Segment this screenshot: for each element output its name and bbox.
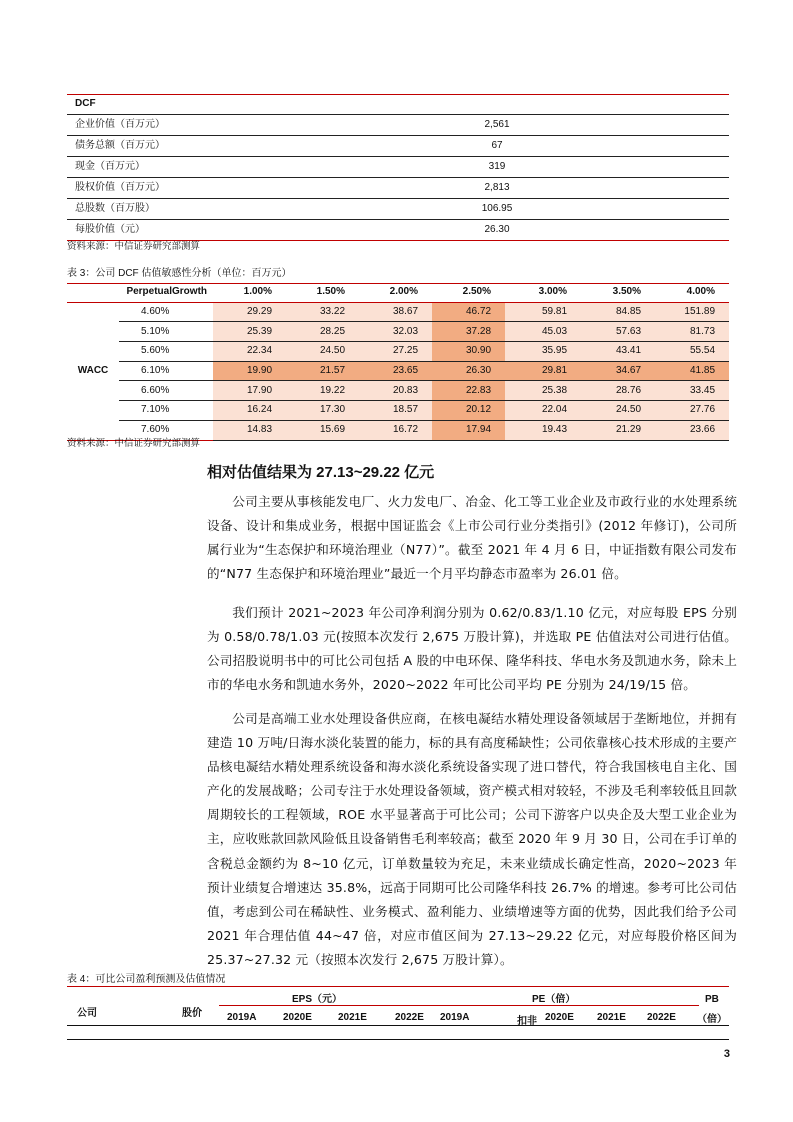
value-cell: 59.81 bbox=[505, 302, 581, 322]
pe-year-header: 2020E bbox=[545, 1012, 574, 1023]
value-cell: 28.25 bbox=[286, 322, 359, 342]
value-cell: 20.12 bbox=[432, 401, 505, 421]
body-paragraph: 公司主要从事核能发电厂、火力发电厂、冶金、化工等工业企业及市政行业的水处理系统设备、设计和集成业务，根据中国证监会《上市公司行业分类指引》(2012 年修订)，公司所属行业为“生态保护和环境治理业（N77）”。截至 2021 年 4 月 6 日，中证指数有限公司发布的“N77 生态保护和环境治理业”最近一个月平均静态市盈率为 26.01 倍。 bbox=[207, 494, 737, 582]
value-cell: 84.85 bbox=[581, 302, 655, 322]
value-cell: 24.50 bbox=[286, 342, 359, 362]
body-paragraph: 我们预计 2021~2023 年公司净利润分别为 0.62/0.83/1.10 亿元，对应每股 EPS 分别为 0.58/0.78/1.03 元(按照本次发行 2,675 万股计算)，并选取 PE 估值法对公司进行估值。公司招股说明书中的可比公司包括 A 股的中电环保、隆华科技、华电水务及凯迪水务，除未上市的华电水务和凯迪水务外，2020~2022 年可比公司平均 PE 分别为 24/19/15 倍。 bbox=[207, 605, 737, 693]
value-cell: 22.83 bbox=[432, 381, 505, 401]
wacc-value: 7.60% bbox=[119, 420, 213, 440]
value-cell: 33.22 bbox=[286, 302, 359, 322]
eps-year-header: 2020E bbox=[283, 1012, 312, 1023]
eps-year-header: 2019A bbox=[227, 1012, 257, 1023]
value-cell: 21.29 bbox=[581, 420, 655, 440]
eps-year-header: 2021E bbox=[338, 1012, 367, 1023]
value-cell: 45.03 bbox=[505, 322, 581, 342]
value-cell: 29.29 bbox=[213, 302, 286, 322]
dcf-row bbox=[67, 178, 729, 199]
dcf-row bbox=[67, 136, 729, 157]
value-cell: 16.24 bbox=[213, 401, 286, 421]
value-cell: 21.57 bbox=[286, 361, 359, 381]
sensitivity-table-caption: 表 3：公司 DCF 估值敏感性分析（单位：百万元） bbox=[67, 268, 292, 279]
value-cell: 33.45 bbox=[655, 381, 729, 401]
value-cell: 19.43 bbox=[505, 420, 581, 440]
sensitivity-row bbox=[67, 401, 729, 421]
value-cell: 25.38 bbox=[505, 381, 581, 401]
eps-group-header: EPS（元） bbox=[292, 994, 343, 1005]
sensitivity-source-note: 资料来源：中信证券研究部测算 bbox=[67, 438, 201, 449]
sensitivity-row bbox=[67, 381, 729, 401]
value-cell: 19.90 bbox=[213, 361, 286, 381]
pe-group-header: PE（倍） bbox=[532, 994, 576, 1005]
dcf-header-row bbox=[67, 94, 729, 115]
pb-unit: （倍） bbox=[697, 1014, 727, 1025]
value-cell: 23.66 bbox=[655, 420, 729, 440]
value-cell: 27.76 bbox=[655, 401, 729, 421]
value-cell: 57.63 bbox=[581, 322, 655, 342]
comparable-table-header-bottom-rule bbox=[67, 1025, 729, 1026]
value-cell: 81.73 bbox=[655, 322, 729, 342]
column-header: 2.50% bbox=[432, 283, 505, 302]
dcf-source-note: 资料来源：中信证券研究部测算 bbox=[67, 241, 201, 252]
wacc-value: 7.10% bbox=[119, 401, 213, 421]
dcf-row-value: 319 bbox=[488, 161, 506, 172]
sensitivity-row bbox=[67, 342, 729, 362]
value-cell: 17.94 bbox=[432, 420, 505, 440]
column-header: 2.00% bbox=[359, 283, 432, 302]
dcf-row-label: 现金（百万元） bbox=[75, 161, 145, 172]
value-cell: 38.67 bbox=[359, 302, 432, 322]
perpetual-growth-header: PerpetualGrowth bbox=[67, 283, 213, 302]
dcf-header: DCF bbox=[75, 98, 96, 109]
dcf-row-value: 67 bbox=[491, 140, 503, 151]
header-group-rule bbox=[219, 1005, 699, 1006]
column-header: 3.00% bbox=[505, 283, 581, 302]
value-cell: 23.65 bbox=[359, 361, 432, 381]
wacc-value: 4.60% bbox=[119, 302, 213, 322]
dcf-row-value: 2,561 bbox=[484, 119, 510, 130]
value-cell: 15.69 bbox=[286, 420, 359, 440]
body-paragraph: 公司是高端工业水处理设备供应商，在核电凝结水精处理设备领域居于垄断地位，并拥有建造 10 万吨/日海水淡化装置的能力，标的具有高度稀缺性；公司依靠核心技术形成的主要产品核电凝结水精处理系统设备和海水淡化系统设备实现了进口替代，符合我国核电自主化、国产化的发展战略；公司专注于水处理设备领域，资产模式相对较轻，不涉及毛利率较低且回款周期较长的工程领域，ROE 水平显著高于可比公司；公司下游客户以央企及大型工业企业为主，应收账款回款风险低且设备销售毛利率较高；截至 2020 年 9 月 30 日，公司在手订单的含税总金额约为 8~10 亿元，订单数量较为充足，未来业绩成长确定性高，2020~2023 年预计业绩复合增速达 35.8%，远高于同期可比公司隆华科技 26.7% 的增速。参考可比公司估值，考虑到公司在稀缺性、业务模式、盈利能力、业绩增速等方面的优势，因此我们给予公司 2021 年合理估值 44~47 倍，对应市值区间为 27.13~29.22 亿元，对应每股价格区间为 25.37~27.32 元（按照本次发行 2,675 万股计算）。 bbox=[207, 711, 737, 967]
value-cell: 19.22 bbox=[286, 381, 359, 401]
comparable-table-row-rule bbox=[67, 1039, 729, 1040]
value-cell: 14.83 bbox=[213, 420, 286, 440]
wacc-value: 5.60% bbox=[119, 342, 213, 362]
value-cell: 22.04 bbox=[505, 401, 581, 421]
sensitivity-row bbox=[67, 322, 729, 342]
comparable-table-top-rule bbox=[67, 986, 729, 987]
pe-year-header: 扣非 bbox=[517, 1016, 537, 1027]
value-cell: 20.83 bbox=[359, 381, 432, 401]
value-cell: 16.72 bbox=[359, 420, 432, 440]
column-header: 1.00% bbox=[213, 283, 286, 302]
dcf-row bbox=[67, 199, 729, 220]
wacc-value: 5.10% bbox=[119, 322, 213, 342]
value-cell: 34.67 bbox=[581, 361, 655, 381]
dcf-row-label: 债务总额（百万元） bbox=[75, 140, 165, 151]
pe-year-header: 2019A bbox=[440, 1012, 470, 1023]
value-cell: 22.34 bbox=[213, 342, 286, 362]
dcf-row-value: 26.30 bbox=[484, 224, 510, 235]
value-cell: 17.30 bbox=[286, 401, 359, 421]
dcf-row-value: 106.95 bbox=[481, 203, 513, 214]
comparable-table-caption: 表 4：可比公司盈利预测及估值情况 bbox=[67, 974, 226, 985]
value-cell: 55.54 bbox=[655, 342, 729, 362]
dcf-row-label: 股权价值（百万元） bbox=[75, 182, 165, 193]
wacc-label: WACC bbox=[67, 302, 119, 440]
value-cell: 151.89 bbox=[655, 302, 729, 322]
dcf-table bbox=[67, 94, 729, 241]
dcf-row-label: 每股价值（元） bbox=[75, 224, 145, 235]
value-cell: 25.39 bbox=[213, 322, 286, 342]
section-heading: 相对估值结果为 27.13~29.22 亿元 bbox=[207, 464, 435, 481]
value-cell: 43.41 bbox=[581, 342, 655, 362]
dcf-row-value: 2,813 bbox=[484, 182, 510, 193]
page-number: 3 bbox=[723, 1048, 730, 1060]
pb-column-header: PB bbox=[705, 994, 719, 1005]
value-cell: 30.90 bbox=[432, 342, 505, 362]
value-cell: 32.03 bbox=[359, 322, 432, 342]
value-cell: 27.25 bbox=[359, 342, 432, 362]
sensitivity-row-highlighted bbox=[67, 361, 729, 381]
sensitivity-row bbox=[67, 302, 729, 322]
column-header: 4.00% bbox=[655, 283, 729, 302]
eps-year-header: 2022E bbox=[395, 1012, 424, 1023]
value-cell: 18.57 bbox=[359, 401, 432, 421]
value-cell: 35.95 bbox=[505, 342, 581, 362]
pe-year-header: 2022E bbox=[647, 1012, 676, 1023]
value-cell: 17.90 bbox=[213, 381, 286, 401]
sensitivity-header-row bbox=[67, 283, 729, 302]
price-column-header: 股价 bbox=[182, 1008, 202, 1019]
column-header: 1.50% bbox=[286, 283, 359, 302]
dcf-row-label: 企业价值（百万元） bbox=[75, 119, 165, 130]
pe-year-header: 2021E bbox=[597, 1012, 626, 1023]
wacc-value: 6.60% bbox=[119, 381, 213, 401]
value-cell: 24.50 bbox=[581, 401, 655, 421]
wacc-value: 6.10% bbox=[119, 361, 213, 381]
company-column-header: 公司 bbox=[77, 1008, 97, 1019]
dcf-row-label: 总股数（百万股） bbox=[75, 203, 155, 214]
column-header: 3.50% bbox=[581, 283, 655, 302]
value-cell: 46.72 bbox=[432, 302, 505, 322]
dcf-row bbox=[67, 115, 729, 136]
value-cell: 26.30 bbox=[432, 361, 505, 381]
value-cell: 37.28 bbox=[432, 322, 505, 342]
sensitivity-table bbox=[67, 283, 729, 441]
value-cell: 28.76 bbox=[581, 381, 655, 401]
value-cell: 41.85 bbox=[655, 361, 729, 381]
dcf-row bbox=[67, 157, 729, 178]
value-cell: 29.81 bbox=[505, 361, 581, 381]
